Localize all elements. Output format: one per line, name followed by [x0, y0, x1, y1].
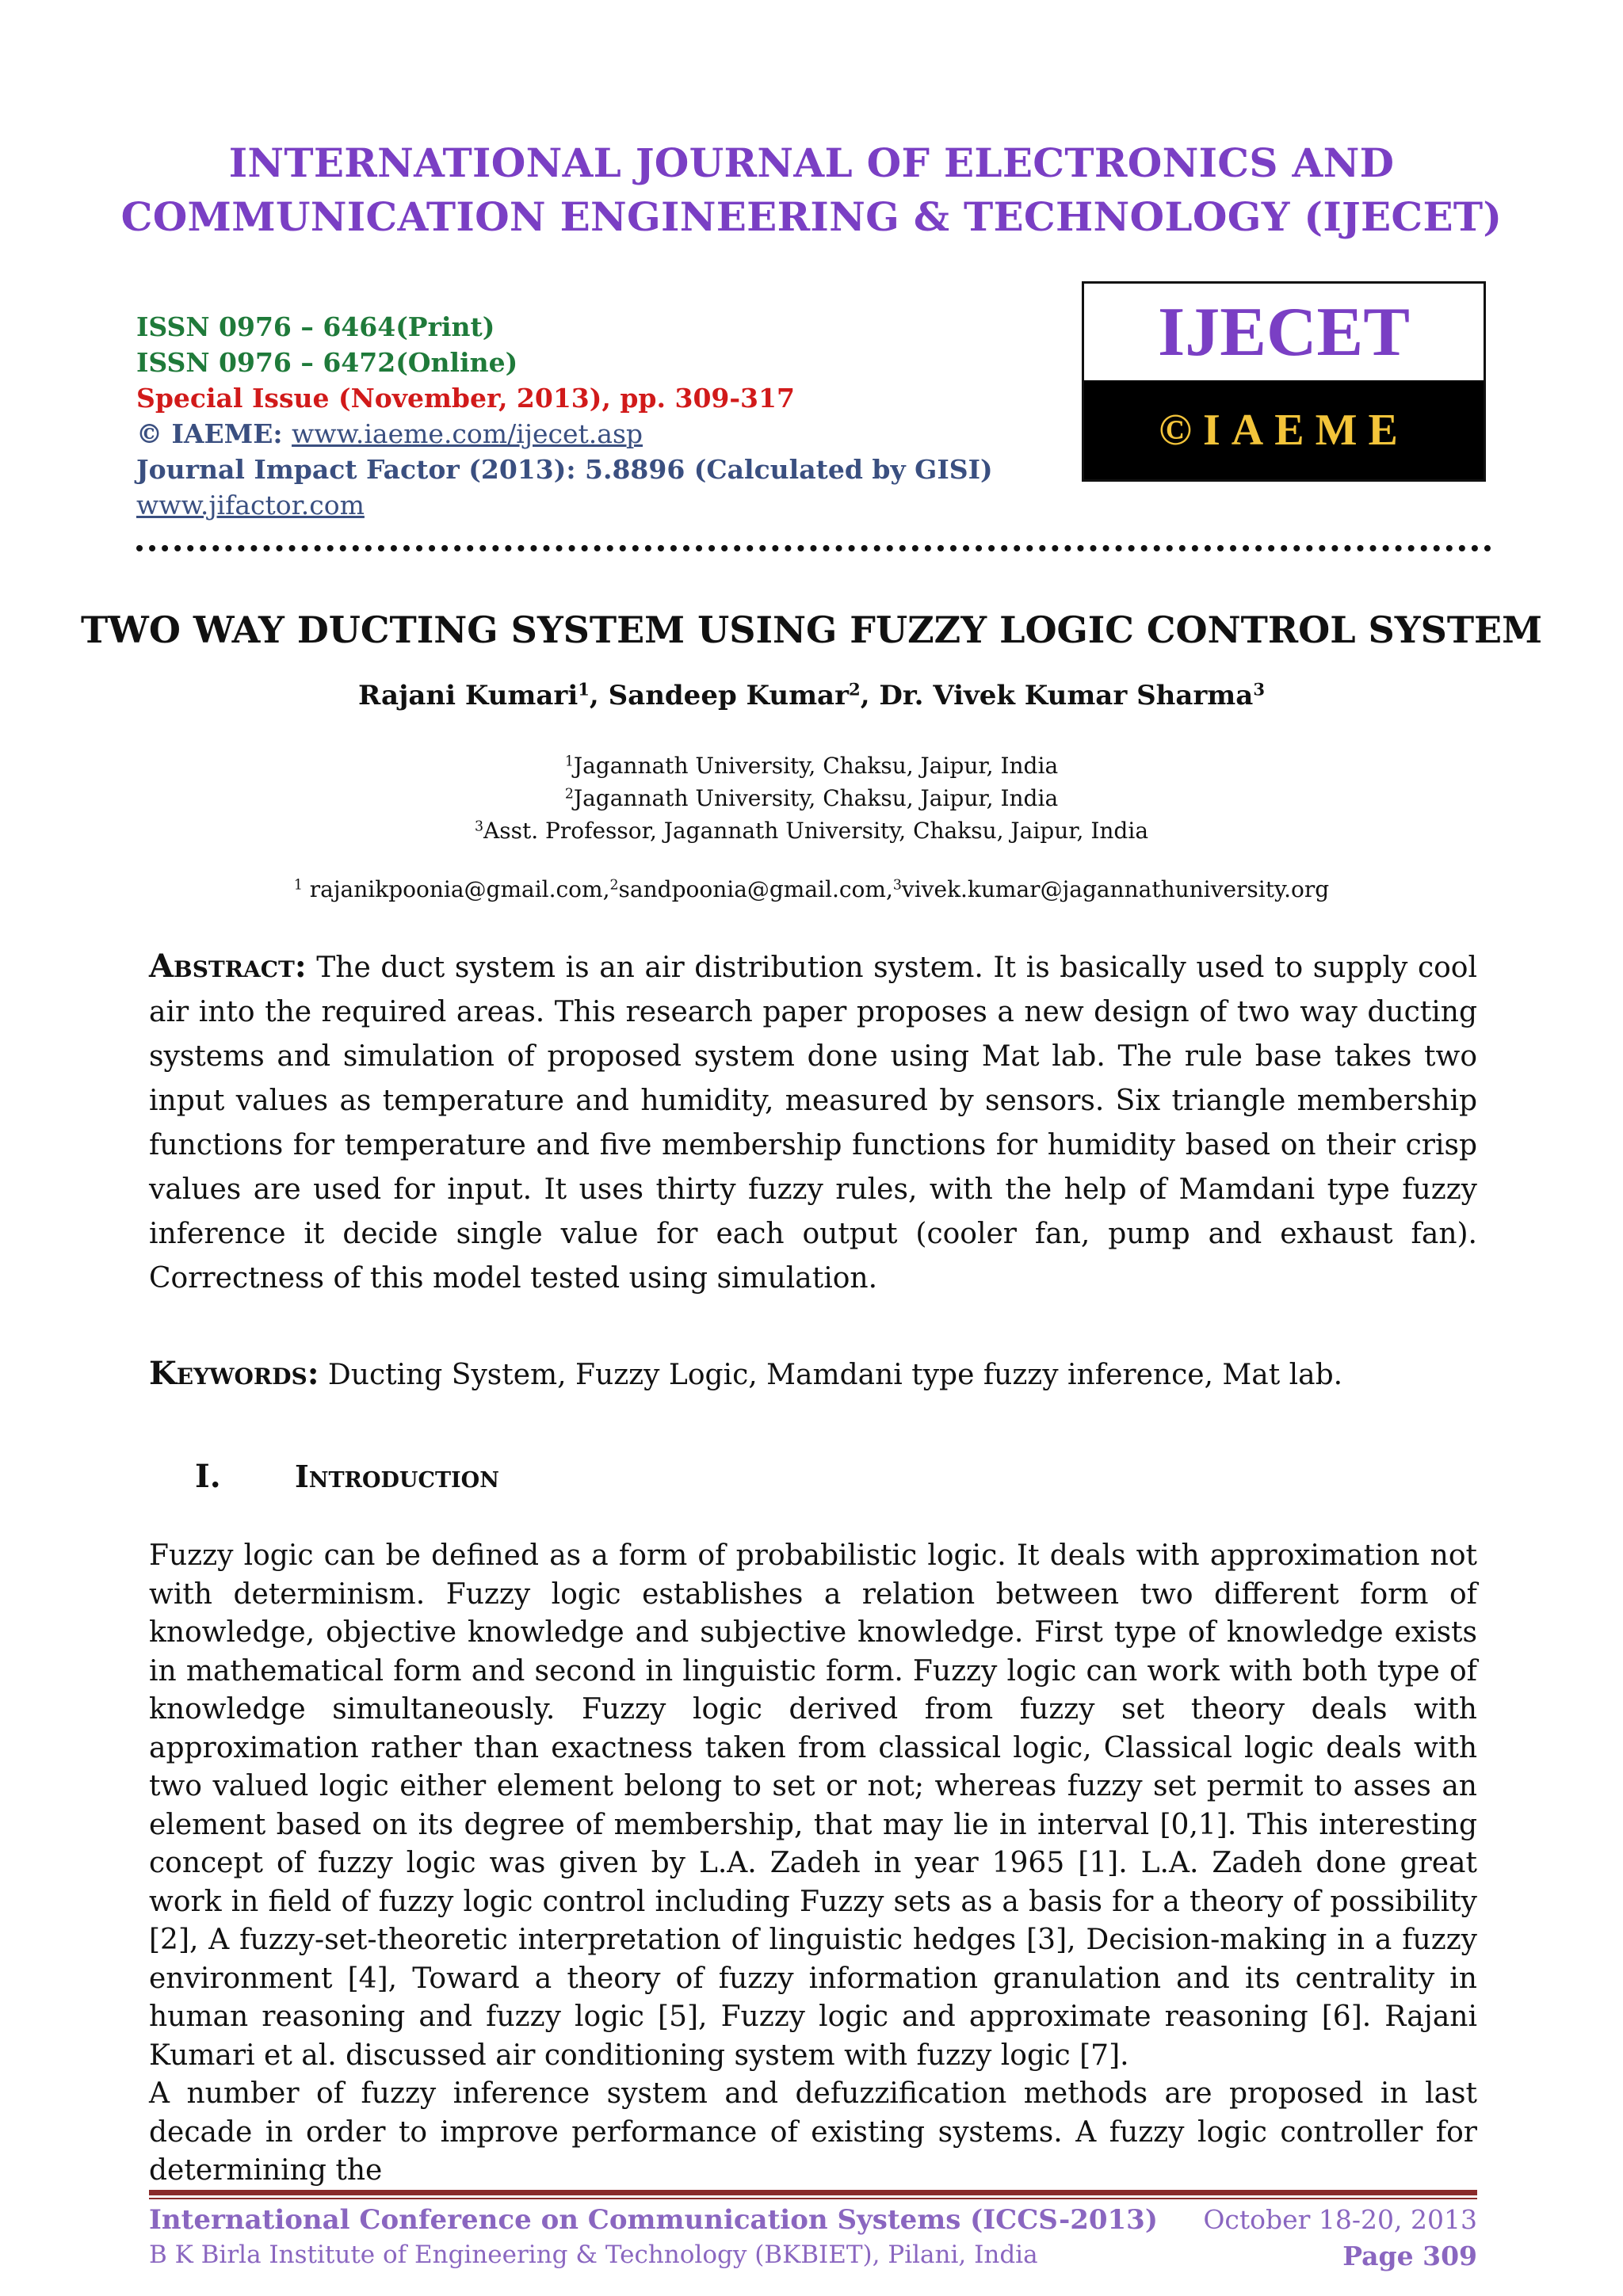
keywords	[149, 1352, 1477, 1398]
jifactor-link[interactable]: www.jifactor.com	[136, 490, 365, 521]
section-heading	[195, 1458, 499, 1495]
footer-institute: B K Birla Institute of Engineering & Technology (BKBIET), Pilani, India	[149, 2241, 1038, 2269]
email-sup: 3	[892, 877, 902, 894]
author-name: Rajani Kumari	[358, 680, 579, 711]
journal-title	[0, 136, 1623, 244]
affiliation-sup: 3	[474, 818, 484, 835]
affiliation-sup: 2	[564, 786, 574, 803]
affiliation	[0, 749, 1623, 782]
email-text: vivek.kumar@jagannathuniversity.org	[901, 876, 1330, 902]
impact-factor: Journal Impact Factor (2013): 5.8896 (Calculated by GISI)	[136, 454, 993, 485]
author-sep: ,	[589, 680, 609, 711]
footer-conference: International Conference on Communication Systems (ICCS-2013)	[149, 2204, 1158, 2236]
paper-title: TWO WAY DUCTING SYSTEM USING FUZZY LOGIC CONTROL SYSTEM	[80, 608, 1543, 651]
logo-title: IJECET	[1158, 293, 1410, 371]
affiliation-text: Jagannath University, Chaksu, Jaipur, India	[573, 785, 1059, 811]
footer-date: October 18-20, 2013	[1203, 2204, 1477, 2235]
email-text: rajanikpoonia@gmail.com,	[302, 876, 610, 902]
footer-rule	[149, 2190, 1477, 2195]
abstract-text: The duct system is an air distribution system. It is basically used to supply cool air into the required areas. This research paper proposes a new design of two way ducting systems and simulation of proposed system done using Mat lab. The rule base takes two input values as temperature and humidity, measured by sensors. Six triangle membership functions for temperature and five membership functions for humidity based on their crisp values are used for input. It uses thirty fuzzy rules, with the help of Mamdani type fuzzy inference it decide single value for each output (cooler fan, pump and exhaust fan). Correctness of this model tested using simulation.	[149, 952, 1477, 1295]
author-sup: 1	[578, 679, 590, 700]
affiliation-sup: 1	[564, 753, 574, 770]
keywords-text: Ducting System, Fuzzy Logic, Mamdani type fuzzy inference, Mat lab.	[319, 1359, 1343, 1391]
affiliation	[0, 782, 1623, 814]
email-sup: 1	[293, 877, 303, 894]
journal-info	[136, 309, 1056, 523]
affiliation-text: Asst. Professor, Jagannath University, Chaksu, Jaipur, India	[483, 818, 1149, 844]
email-text: sandpoonia@gmail.com,	[618, 876, 893, 902]
affiliation	[0, 814, 1623, 847]
author-name: Dr. Vivek Kumar Sharma	[879, 680, 1254, 711]
logo-iaeme: ©IAEME	[1084, 380, 1484, 479]
introduction-body	[149, 1537, 1477, 2191]
ijecet-logo	[1082, 281, 1486, 482]
author-emails	[0, 876, 1623, 902]
dotted-divider	[136, 545, 1491, 551]
footer-rule-thin	[149, 2198, 1477, 2199]
footer-page-number: Page 309	[1342, 2241, 1477, 2271]
section-title: Introduction	[295, 1459, 499, 1494]
author-name: Sandeep Kumar	[608, 680, 850, 711]
abstract-label: Abstract:	[149, 948, 307, 985]
section-number: I.	[195, 1458, 221, 1495]
special-issue: Special Issue (November, 2013), pp. 309-317	[136, 383, 795, 414]
journal-title-line2: COMMUNICATION ENGINEERING & TECHNOLOGY (IJECET)	[120, 193, 1503, 240]
paragraph: Fuzzy logic can be defined as a form of probabilistic logic. It deals with approximation not with determinism. Fuzzy logic establishes a relation between two different form of knowledge, objective knowledge and subjective knowledge. First type of knowledge exists in mathematical form and second in linguistic form. Fuzzy logic can work with both type of knowledge simultaneously. Fuzzy logic derived from fuzzy set theory deals with approximation rather than exactness taken from classical logic, Classical logic deals with two valued logic either element belong to set or not; whereas fuzzy set permit to asses an element based on its degree of membership, that may lie in interval [0,1]. This interesting concept of fuzzy logic was given by L.A. Zadeh in year 1965 [1]. L.A. Zadeh done great work in field of fuzzy logic control including Fuzzy sets as a basis for a theory of possibility [2], A fuzzy-set-theoretic interpretation of linguistic hedges [3], Decision-making in a fuzzy environment [4], Toward a theory of fuzzy information granulation and its centrality in human reasoning and fuzzy logic [5], Fuzzy logic and approximate reasoning [6]. Rajani Kumari et al. discussed air conditioning system with fuzzy logic [7].	[149, 1539, 1477, 2072]
issn-print: ISSN 0976 – 6464(Print)	[136, 311, 495, 342]
paragraph: A number of fuzzy inference system and defuzzification methods are proposed in last decade in order to improve performance of existing systems. A fuzzy logic controller for determining the	[149, 2077, 1477, 2187]
iaeme-prefix: © IAEME:	[136, 418, 292, 449]
email-sup: 2	[609, 877, 619, 894]
iaeme-line	[136, 416, 1056, 452]
abstract	[149, 944, 1477, 1301]
author-list	[0, 680, 1623, 711]
journal-title-line1: INTERNATIONAL JOURNAL OF ELECTRONICS AND	[228, 139, 1395, 186]
affiliations	[0, 749, 1623, 847]
affiliation-text: Jagannath University, Chaksu, Jaipur, India	[573, 753, 1059, 779]
author-sup: 2	[849, 679, 861, 700]
author-sep: ,	[860, 680, 880, 711]
author-sup: 3	[1253, 679, 1265, 700]
issn-online: ISSN 0976 – 6472(Online)	[136, 347, 518, 378]
keywords-label: Keywords:	[149, 1355, 319, 1392]
iaeme-link[interactable]: www.iaeme.com/ijecet.asp	[292, 418, 643, 449]
